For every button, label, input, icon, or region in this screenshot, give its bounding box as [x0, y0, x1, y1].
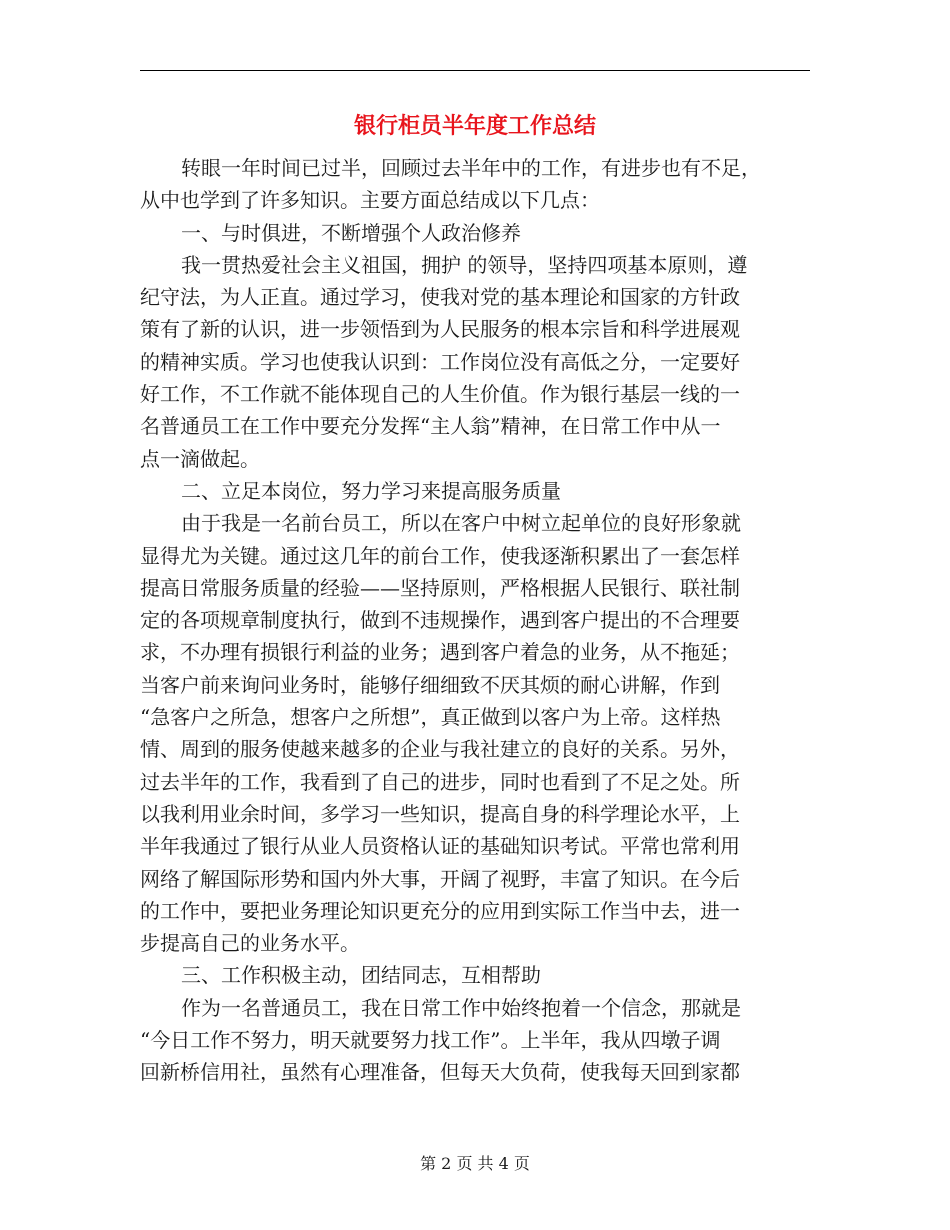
paragraph-line: 的工作中，要把业务理论知识更充分的应用到实际工作当中去，进一 — [140, 898, 740, 923]
paragraph-line: 策有了新的认识，进一步领悟到为人民服务的根本宗旨和科学进展观 — [140, 317, 740, 342]
paragraph-line: 好工作，不工作就不能体现自己的人生价值。作为银行基层一线的一 — [140, 382, 740, 407]
paragraph-line: 纪守法，为人正直。通过学习，使我对党的基本理论和国家的方针政 — [140, 285, 740, 310]
paragraph-line: 名普通员工在工作中要充分发挥“主人翁”精神，在日常工作中从一 — [140, 414, 721, 439]
paragraph-line: “今日工作不努力，明天就要努力找工作”。上半年，我从四墩子调 — [140, 1028, 721, 1053]
paragraph-line: 网络了解国际形势和国内外大事，开阔了视野，丰富了知识。在今后 — [140, 866, 740, 891]
header-rule — [140, 70, 810, 71]
paragraph-line: 我一贯热爱社会主义祖国，拥护 的领导，坚持四项基本原则，遵 — [181, 252, 748, 277]
paragraph-line: 情、周到的服务使越来越多的企业与我社建立的良好的关系。另外， — [140, 737, 740, 762]
paragraph-line: 当客户前来询问业务时，能够仔细细致不厌其烦的耐心讲解，作到 — [140, 672, 720, 697]
paragraph-line: 显得尤为关键。通过这几年的前台工作，使我逐渐积累出了一套怎样 — [140, 543, 740, 568]
document-body — [140, 152, 800, 1089]
document-title: 银行柜员半年度工作总结 — [353, 113, 596, 139]
paragraph-line: 步提高自己的业务水平。 — [140, 931, 360, 956]
paragraph-line: 作为一名普通员工，我在日常工作中始终抱着一个信念，那就是 — [181, 995, 741, 1020]
section-heading-2: 二、立足本岗位，努力学习来提高服务质量 — [181, 478, 561, 503]
paragraph-line: 提高日常服务质量的经验——坚持原则，严格根据人民银行、联社制 — [140, 575, 740, 600]
paragraph-line: “急客户之所急，想客户之所想”，真正做到以客户为上帝。这样热 — [140, 705, 721, 730]
paragraph-line: 回新桥信用社，虽然有心理准备，但每天大负荷，使我每天回到家都 — [140, 1060, 740, 1085]
paragraph-line: 定的各项规章制度执行，做到不违规操作，遇到客户提出的不合理要 — [140, 608, 740, 633]
paragraph-line: 过去半年的工作，我看到了自己的进步，同时也看到了不足之处。所 — [140, 769, 740, 794]
paragraph-line: 求，不办理有损银行利益的业务；遇到客户着急的业务，从不拖延； — [140, 640, 740, 665]
paragraph-line: 点一滴做起。 — [140, 446, 260, 471]
paragraph-line: 转眼一年时间已过半，回顾过去半年中的工作，有进步也有不足， — [181, 156, 761, 180]
section-heading-1: 一、与时俱进，不断增强个人政治修养 — [181, 220, 521, 245]
section-heading-3: 三、工作积极主动，团结同志，互相帮助 — [181, 963, 541, 988]
paragraph-line: 由于我是一名前台员工，所以在客户中树立起单位的良好形象就 — [181, 511, 741, 536]
paragraph-line: 的精神实质。学习也使我认识到：工作岗位没有高低之分，一定要好 — [140, 349, 740, 374]
page-number-footer: 第 2 页 共 4 页 — [420, 1154, 530, 1173]
paragraph-line: 半年我通过了银行从业人员资格认证的基础知识考试。平常也常利用 — [140, 834, 740, 859]
paragraph-line: 从中也学到了许多知识。主要方面总结成以下几点： — [140, 188, 600, 213]
paragraph-line: 以我利用业余时间，多学习一些知识，提高自身的科学理论水平，上 — [140, 801, 740, 826]
